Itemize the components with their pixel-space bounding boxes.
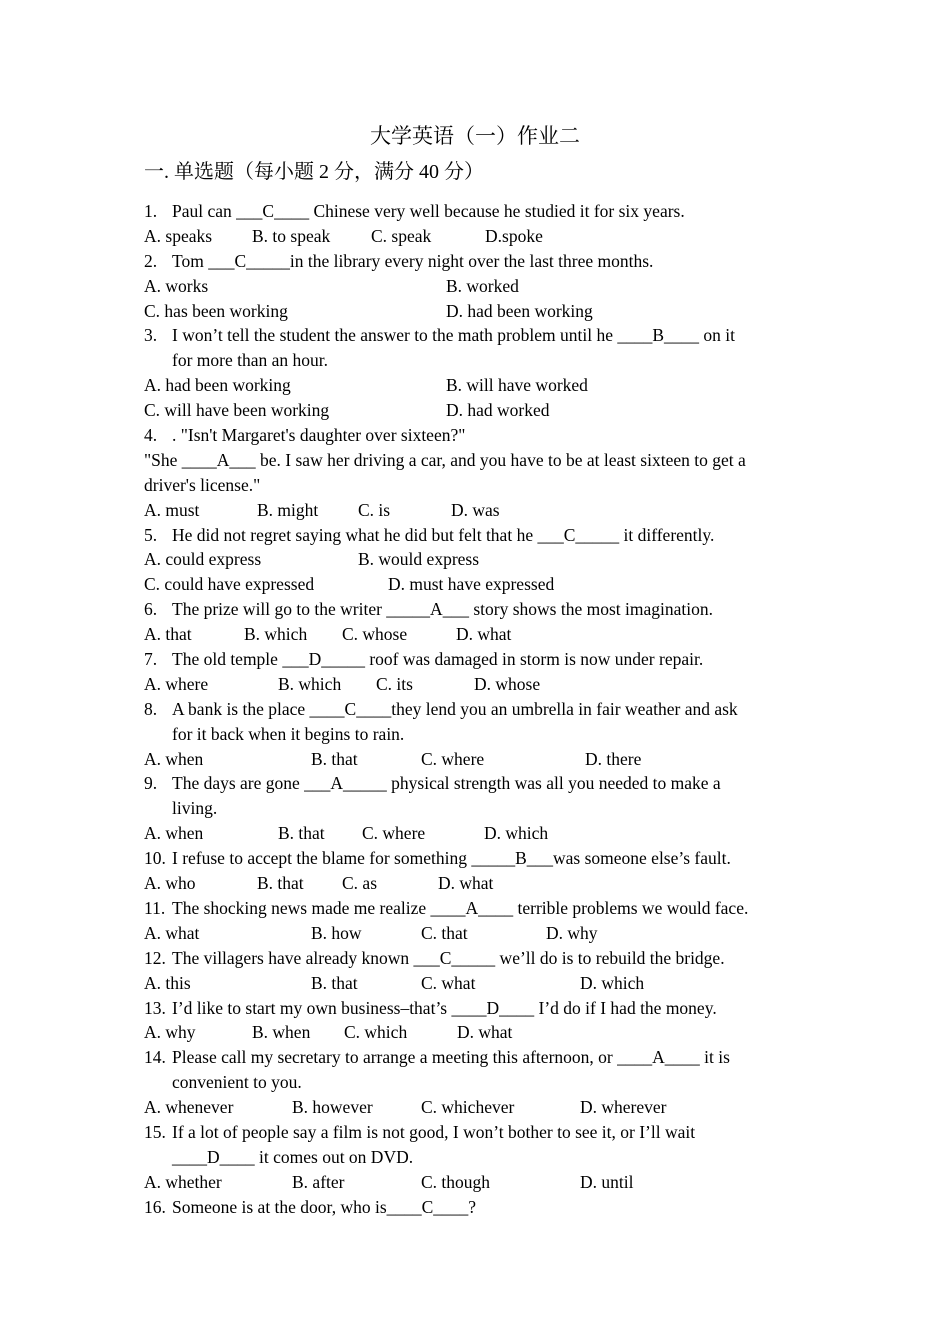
document-title: 大学英语（一）作业二 bbox=[370, 124, 580, 148]
answer-option: D. why bbox=[546, 922, 598, 943]
question-text: A bank is the place ____C____they lend you an umbrella in fair weather and ask bbox=[172, 698, 738, 719]
answer-option: B. that bbox=[257, 873, 304, 894]
answer-option: D. what bbox=[438, 873, 494, 894]
answer-option: C. speak bbox=[371, 225, 432, 246]
question-text: The prize will go to the writer _____A___ story shows the most imagination. bbox=[172, 599, 713, 620]
answer-option: A. whenever bbox=[144, 1097, 234, 1118]
question-text-continued: for more than an hour. bbox=[172, 350, 328, 371]
question-stem bbox=[144, 249, 814, 274]
question-text: The days are gone ___A_____ physical strength was all you needed to make a bbox=[172, 773, 721, 794]
answer-option: A. that bbox=[144, 624, 192, 645]
option-row bbox=[144, 622, 814, 647]
answer-option: C. is bbox=[358, 499, 391, 520]
question-number: 7. bbox=[144, 649, 158, 670]
answer-option: C. will have been working bbox=[144, 400, 330, 421]
answer-option: D. must have expressed bbox=[388, 574, 555, 595]
answer-option: B. will have worked bbox=[446, 375, 588, 396]
answer-option: C. though bbox=[421, 1171, 491, 1192]
answer-option: C. what bbox=[421, 972, 476, 993]
answer-option: A. had been working bbox=[144, 375, 291, 396]
question-stem bbox=[144, 423, 814, 448]
option-row bbox=[144, 821, 814, 846]
question-number: 10. bbox=[144, 848, 166, 869]
question-stem bbox=[144, 647, 814, 672]
option-row bbox=[144, 1095, 814, 1120]
answer-option: A. when bbox=[144, 823, 204, 844]
question-stem bbox=[144, 323, 814, 348]
question-number: 14. bbox=[144, 1047, 166, 1068]
answer-option: D. what bbox=[456, 624, 512, 645]
question-text: I won’t tell the student the answer to the math problem until he ____B____ on it bbox=[172, 325, 735, 346]
option-row bbox=[144, 572, 814, 597]
option-row bbox=[144, 299, 814, 324]
answer-option: A. when bbox=[144, 748, 204, 769]
question-text: If a lot of people say a film is not good, I won’t bother to see it, or I’ll wait bbox=[172, 1121, 696, 1142]
answer-option: B. might bbox=[257, 499, 319, 520]
question-stem bbox=[144, 771, 814, 796]
answer-option: D. which bbox=[484, 823, 549, 844]
question-stem bbox=[144, 946, 814, 971]
question-text-extra: driver's license." bbox=[144, 474, 261, 495]
question-text: . "Isn't Margaret's daughter over sixteen?" bbox=[172, 425, 466, 446]
answer-option: B. how bbox=[311, 922, 362, 943]
option-row bbox=[144, 921, 814, 946]
answer-option: C. whose bbox=[342, 624, 408, 645]
option-row bbox=[144, 1170, 814, 1195]
answer-option: C. that bbox=[421, 922, 468, 943]
question-number: 6. bbox=[144, 599, 158, 620]
question-stem bbox=[144, 1195, 814, 1220]
question-text-continued: ____D____ it comes out on DVD. bbox=[172, 1146, 414, 1167]
question-text-extra: "She ____A___ be. I saw her driving a car, and you have to be at least sixteen to get a bbox=[144, 449, 746, 470]
answer-option: C. where bbox=[362, 823, 426, 844]
option-row bbox=[144, 398, 814, 423]
option-row bbox=[144, 971, 814, 996]
answer-option: D. was bbox=[451, 499, 500, 520]
answer-option: B. that bbox=[311, 972, 358, 993]
answer-option: A. why bbox=[144, 1022, 196, 1043]
question-stem bbox=[144, 199, 814, 224]
question-stem bbox=[144, 523, 814, 548]
question-number: 2. bbox=[144, 250, 158, 271]
question-text-continued: living. bbox=[172, 798, 218, 819]
answer-option: C. as bbox=[342, 873, 377, 894]
option-row bbox=[144, 224, 814, 249]
option-row bbox=[144, 871, 814, 896]
question-text: Please call my secretary to arrange a meeting this afternoon, or ____A____ it is bbox=[172, 1047, 730, 1068]
question-text: I refuse to accept the blame for something _____B___was someone else’s fault. bbox=[172, 848, 731, 869]
answer-option: B. when bbox=[252, 1022, 311, 1043]
question-number: 11. bbox=[144, 897, 166, 918]
answer-option: A. what bbox=[144, 922, 200, 943]
answer-option: A. must bbox=[144, 499, 200, 520]
question-text: He did not regret saying what he did but felt that he ___C_____ it differently. bbox=[172, 524, 715, 545]
answer-option: B. which bbox=[244, 624, 308, 645]
answer-option: D. had been working bbox=[446, 300, 593, 321]
question-text-continued: convenient to you. bbox=[172, 1072, 302, 1093]
section-heading: 一. 单选题（每小题 2 分，满分 40 分） bbox=[144, 161, 484, 183]
answer-option: A. this bbox=[144, 972, 191, 993]
question-stem bbox=[144, 896, 814, 921]
answer-option: A. speaks bbox=[144, 225, 213, 246]
answer-option: D. which bbox=[580, 972, 645, 993]
answer-option: D. whose bbox=[474, 673, 541, 694]
question-number: 15. bbox=[144, 1121, 166, 1142]
question-number: 13. bbox=[144, 997, 166, 1018]
question-text-continued: for it back when it begins to rain. bbox=[172, 723, 405, 744]
question-number: 3. bbox=[144, 325, 158, 346]
question-number: 5. bbox=[144, 524, 158, 545]
answer-option: D. there bbox=[585, 748, 642, 769]
question-text: The shocking news made me realize ____A____ terrible problems we would face. bbox=[172, 897, 749, 918]
answer-option: A. who bbox=[144, 873, 196, 894]
answer-option: A. could express bbox=[144, 549, 262, 570]
question-number: 9. bbox=[144, 773, 158, 794]
option-row bbox=[144, 672, 814, 697]
question-number: 4. bbox=[144, 425, 158, 446]
option-row bbox=[144, 1020, 814, 1045]
answer-option: D. until bbox=[580, 1171, 634, 1192]
answer-option: D. wherever bbox=[580, 1097, 667, 1118]
answer-option: C. where bbox=[421, 748, 485, 769]
question-text: I’d like to start my own business–that’s ____D____ I’d do if I had the money. bbox=[172, 997, 717, 1018]
question-text: The villagers have already known ___C_____ we’ll do is to rebuild the bridge. bbox=[172, 947, 725, 968]
question-list bbox=[144, 199, 814, 1220]
question-text: Tom ___C_____in the library every night over the last three months. bbox=[172, 250, 654, 271]
answer-option: B. after bbox=[292, 1171, 345, 1192]
answer-option: C. has been working bbox=[144, 300, 288, 321]
option-row bbox=[144, 274, 814, 299]
question-stem bbox=[144, 697, 814, 722]
option-row bbox=[144, 747, 814, 772]
question-number: 8. bbox=[144, 698, 158, 719]
answer-option: B. which bbox=[278, 673, 342, 694]
question-number: 1. bbox=[144, 201, 158, 221]
answer-option: C. whichever bbox=[421, 1097, 515, 1118]
answer-option: A. whether bbox=[144, 1171, 222, 1192]
option-row bbox=[144, 373, 814, 398]
question-stem bbox=[144, 597, 814, 622]
question-text: Someone is at the door, who is____C____? bbox=[172, 1196, 477, 1217]
answer-option: C. could have expressed bbox=[144, 574, 315, 595]
question-stem bbox=[144, 996, 814, 1021]
question-text: The old temple ___D_____ roof was damaged in storm is now under repair. bbox=[172, 649, 704, 670]
question-stem bbox=[144, 1045, 814, 1070]
answer-option: A. works bbox=[144, 275, 209, 296]
answer-option: D.spoke bbox=[485, 225, 543, 246]
answer-option: B. to speak bbox=[252, 225, 331, 246]
question-stem bbox=[144, 846, 814, 871]
question-number: 12. bbox=[144, 947, 166, 968]
answer-option: C. which bbox=[344, 1022, 408, 1043]
answer-option: A. where bbox=[144, 673, 209, 694]
answer-option: D. what bbox=[457, 1022, 513, 1043]
answer-option: B. that bbox=[278, 823, 325, 844]
question-text: Paul can ___C____ Chinese very well because he studied it for six years. bbox=[172, 201, 685, 221]
question-number: 16. bbox=[144, 1196, 166, 1217]
answer-option: B. would express bbox=[358, 549, 480, 570]
option-row bbox=[144, 498, 814, 523]
answer-option: C. its bbox=[376, 673, 413, 694]
question-stem bbox=[144, 1120, 814, 1145]
answer-option: B. that bbox=[311, 748, 358, 769]
answer-option: B. however bbox=[292, 1097, 373, 1118]
answer-option: D. had worked bbox=[446, 400, 550, 421]
option-row bbox=[144, 547, 814, 572]
answer-option: B. worked bbox=[446, 275, 519, 296]
